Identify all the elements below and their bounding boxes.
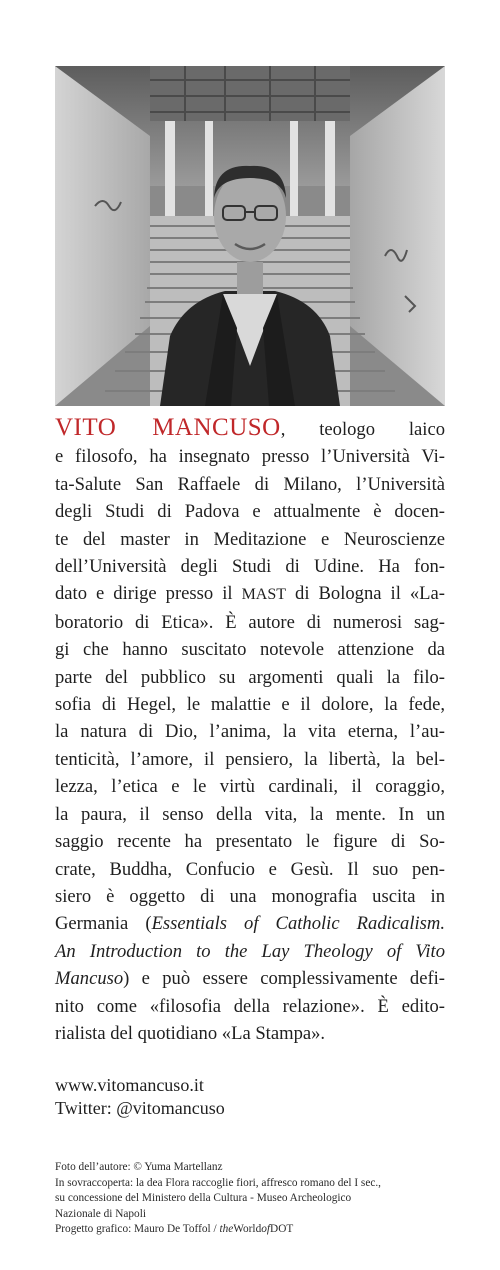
book-title-end: Mancuso [55, 968, 124, 990]
twitter-handle[interactable]: Twitter: @vitomancuso [55, 1098, 225, 1118]
bio-line: crate, Buddha, Confucio e Gesù. Il suo pen- [55, 858, 445, 880]
design-credit [55, 1222, 455, 1238]
bio-line: te del master in Meditazione e Neuroscienze [55, 528, 445, 550]
bio-line: sofia di Hegel, le malattie e il dolore, la fede, [55, 694, 445, 716]
bio-line: ) e può essere complessivamente defi- [123, 968, 445, 990]
bio-line: boratorio di Etica». È autore di numerosi sag- [55, 611, 445, 633]
bio-line: nito come «filosofia della relazione». È edito- [55, 995, 445, 1017]
author-name: VITO MANCUSO [55, 414, 281, 441]
bio-line: la natura di Dio, l’anima, la vita eterna, l’au- [55, 721, 445, 743]
cover-credit-line: In sovraccoperta: la dea Flora raccoglie fiori, affresco romano del I sec., [55, 1176, 381, 1189]
book-title-continued: An Introduction to the Lay Theology of Vito [55, 940, 445, 962]
website-link[interactable]: www.vitomancuso.it [55, 1075, 204, 1095]
bio-line: rialista del quotidiano «La Stampa». [55, 1022, 326, 1044]
bio-line: tenticità, l’amore, il pensiero, la libertà, la bel- [55, 748, 445, 770]
bio-line: siero è oggetto di una monografia uscita in [55, 885, 445, 907]
author-photo [55, 66, 445, 406]
design-studio-of: of [261, 1223, 271, 1235]
bio-line: dato e dirige presso il [55, 583, 233, 605]
book-title: Essentials of Catholic Radicalism. [151, 913, 445, 935]
author-bio [55, 414, 445, 1047]
design-studio-world: World [233, 1223, 262, 1235]
bio-line: Germania ( [55, 913, 152, 935]
credits [55, 1160, 455, 1238]
bio-line: degli Studi di Padova e attualmente è docen- [55, 501, 445, 523]
mast-abbreviation: MAST [241, 586, 287, 604]
bio-line: dell’Università degli Studi di Udine. Ha fon- [55, 556, 445, 578]
cover-credit-line: Nazionale di Napoli [55, 1207, 146, 1220]
author-photo-illustration [55, 66, 445, 406]
bio-line: di Bologna il «La- [295, 583, 445, 605]
design-credit-label: Progetto grafico: Mauro De Toffol / [55, 1223, 220, 1235]
bio-line: saggio recente ha presentato le figure di So- [55, 831, 445, 853]
author-links [55, 1074, 445, 1120]
cover-credit-line: su concessione del Ministero della Cultura - Museo Archeologico [55, 1192, 352, 1204]
bio-line: ta-Salute San Raffaele di Milano, l’Università [55, 473, 445, 495]
bio-line: gi che hanno suscitato notevole attenzione da [55, 639, 445, 661]
bio-line: lezza, l’etica e le virtù cardinali, il coraggio, [55, 776, 445, 798]
design-studio-dot: DOT [270, 1223, 294, 1235]
bio-line: parte del pubblico su argomenti quali la filo- [55, 666, 445, 688]
design-studio-the: the [219, 1223, 234, 1235]
bio-line: la paura, il senso della vita, la mente. In un [55, 803, 445, 825]
photo-credit: Foto dell’autore: © Yuma Martellanz [55, 1161, 223, 1173]
bio-line: , teologo laico [280, 419, 445, 440]
bio-line: e filosofo, ha insegnato presso l’Università Vi- [55, 446, 445, 468]
